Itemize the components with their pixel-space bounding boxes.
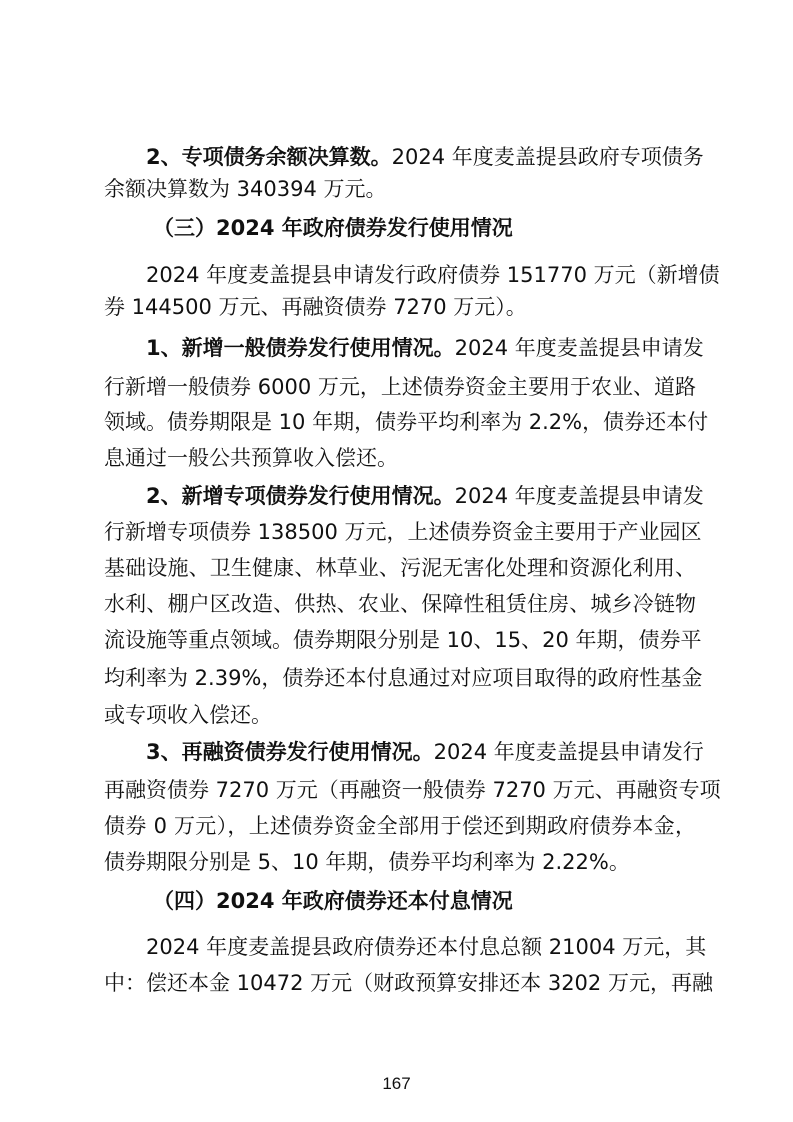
paragraph-line: 或专项收入偿还。	[104, 703, 272, 727]
paragraph-line: 券 144500 万元、再融资债券 7270 万元）。	[104, 295, 527, 319]
paragraph-line: 水利、棚户区改造、供热、农业、保障性租赁住房、城乡冷链物	[104, 592, 696, 616]
bold-lead: 1、新增一般债券发行使用情况。	[146, 336, 455, 360]
paragraph-line: 均利率为 2.39%，债券还本付息通过对应项目取得的政府性基金	[104, 666, 703, 690]
paragraph-line: 流设施等重点领域。债券期限分别是 10、15、20 年期，债券平	[104, 628, 702, 652]
section-heading: （四）2024 年政府债券还本付息情况	[153, 889, 513, 913]
paragraph-line: 2024 年度麦盖提县申请发行政府债券 151770 万元（新增债	[146, 263, 720, 287]
page-number: 167	[382, 1074, 411, 1093]
paragraph-line: 余额决算数为 340394 万元。	[104, 177, 387, 201]
paragraph-line: 3、再融资债券发行使用情况。2024 年度麦盖提县申请发行	[146, 740, 704, 764]
paragraph-line: 2、新增专项债券发行使用情况。2024 年度麦盖提县申请发	[146, 484, 704, 508]
paragraph-line: 1、新增一般债券发行使用情况。2024 年度麦盖提县申请发	[146, 336, 704, 360]
bold-lead: 2、新增专项债券发行使用情况。	[146, 484, 455, 508]
paragraph-line: 2024 年度麦盖提县政府债券还本付息总额 21004 万元，其	[146, 935, 707, 959]
paragraph-line: 再融资债券 7270 万元（再融资一般债券 7270 万元、再融资专项	[104, 778, 721, 802]
paragraph-line: 债券 0 万元），上述债券资金全部用于偿还到期政府债券本金，	[104, 814, 696, 838]
paragraph-line: 中：偿还本金 10472 万元（财政预算安排还本 3202 万元，再融	[104, 971, 713, 995]
paragraph-line: 行新增专项债券 138500 万元，上述债券资金主要用于产业园区	[104, 520, 702, 544]
paragraph-line: 基础设施、卫生健康、林草业、污泥无害化处理和资源化利用、	[104, 556, 696, 580]
paragraph-line: 2、专项债务余额决算数。2024 年度麦盖提县政府专项债务	[146, 145, 704, 169]
section-heading: （三）2024 年政府债券发行使用情况	[153, 216, 513, 240]
paragraph-line: 行新增一般债券 6000 万元，上述债券资金主要用于农业、道路	[104, 375, 696, 399]
paragraph-line: 息通过一般公共预算收入偿还。	[104, 446, 398, 470]
paragraph-line: 债券期限分别是 5、10 年期，债券平均利率为 2.22%。	[104, 850, 630, 874]
paragraph-line: 领域。债券期限是 10 年期，债券平均利率为 2.2%，债券还本付	[104, 410, 709, 434]
bold-lead: 2、专项债务余额决算数。	[146, 145, 392, 169]
bold-lead: 3、再融资债券发行使用情况。	[146, 740, 434, 764]
